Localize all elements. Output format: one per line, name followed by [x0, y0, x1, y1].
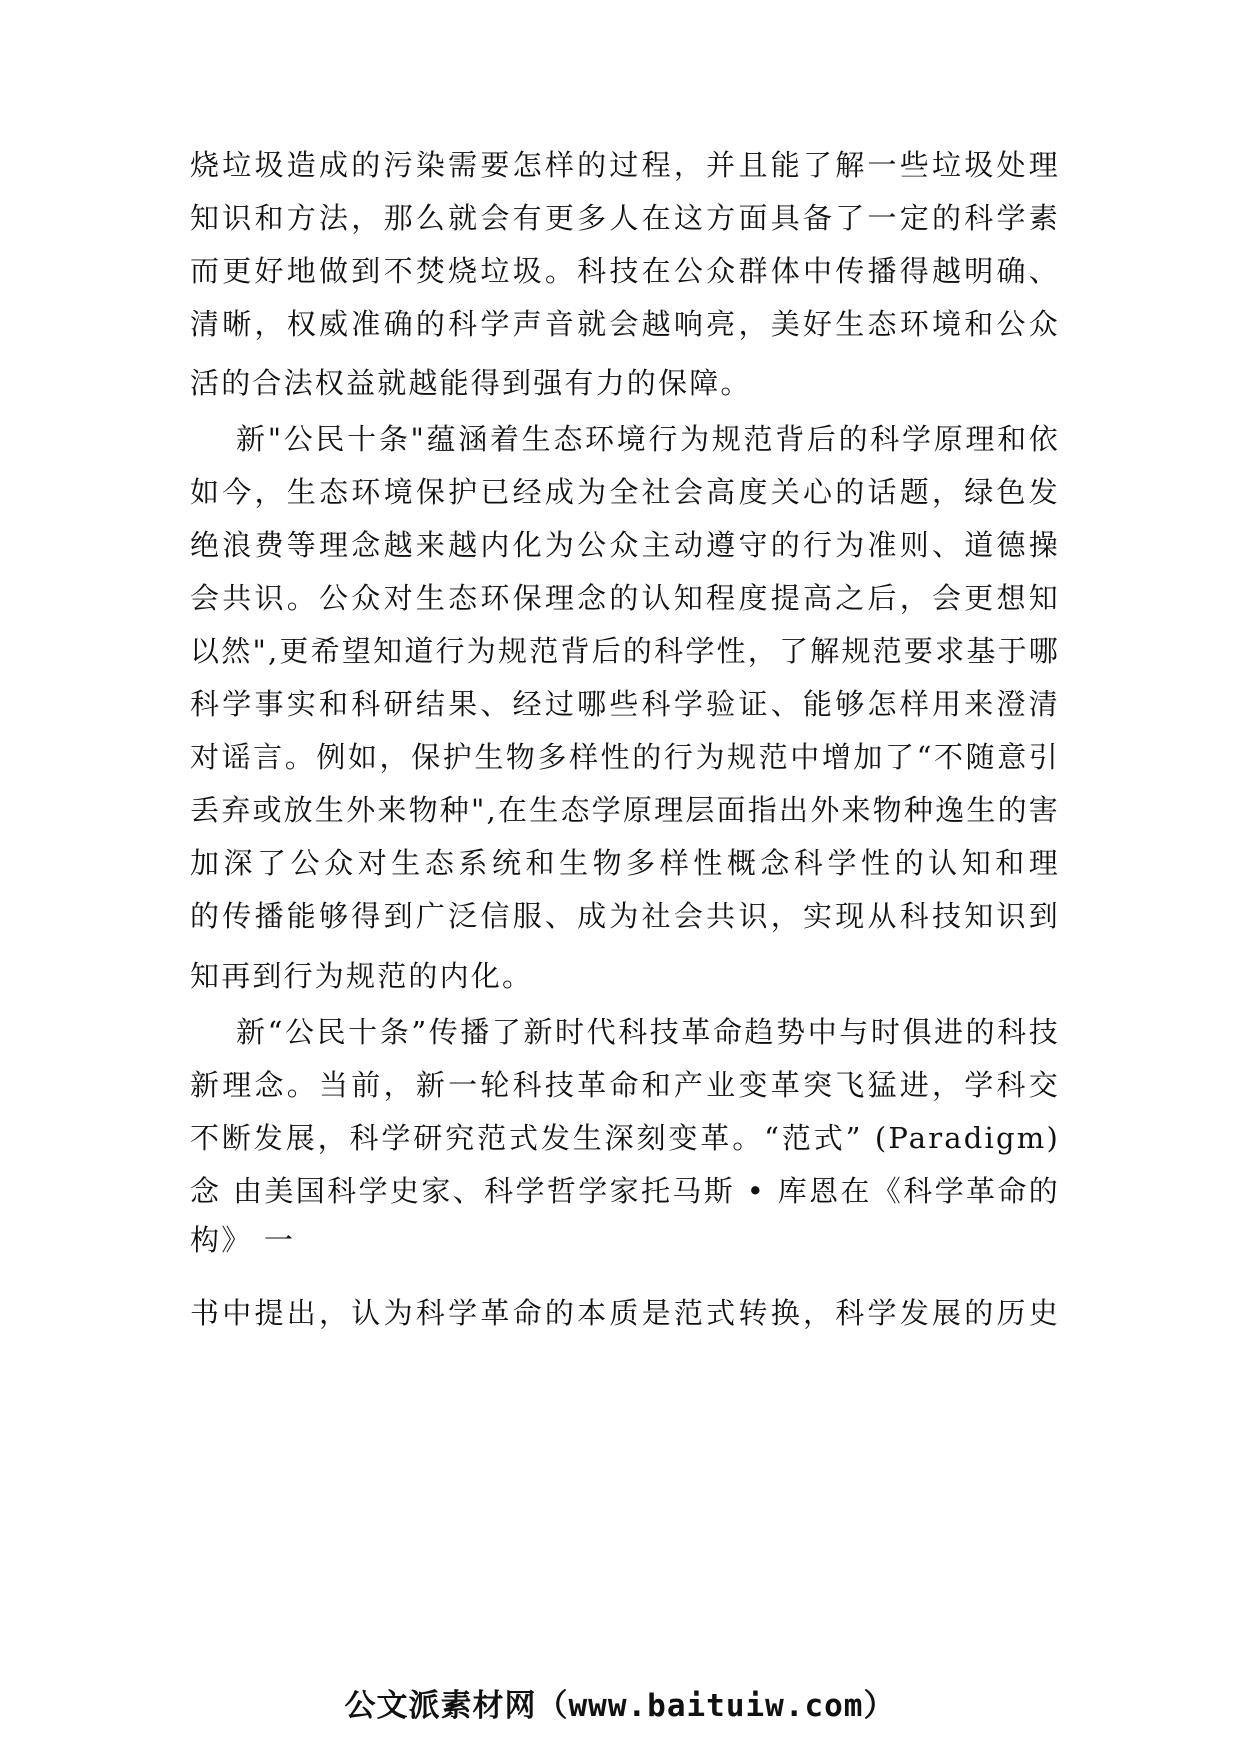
footer-watermark: 公文派素材网（www.baituiw.com）: [344, 1688, 896, 1724]
text-line: 会共识。公众对生态环保理念的认知程度提高之后，会更想知: [190, 581, 1060, 615]
text-line: 知再到行为规范的内化。: [190, 959, 534, 993]
text-line: 清晰，权威准确的科学声音就会越响亮，美好生态环境和公众: [190, 307, 1060, 341]
text-line: 而更好地做到不焚烧垃圾。科技在公众群体中传播得越明确、: [190, 254, 1060, 288]
text-line: 知识和方法，那么就会有更多人在这方面具备了一定的科学素: [190, 201, 1060, 235]
text-line: 丢弃或放生外来物种",在生态学原理层面指出外来物种逸生的害: [190, 793, 1060, 827]
paragraph-first-line: 新“公民十条”传播了新时代科技革命趋势中与时俱进的科技: [236, 1015, 1060, 1049]
text-line: 念 由美国科学史家、科学哲学家托马斯 • 库恩在《科学革命的: [190, 1174, 1060, 1208]
text-line: 科学事实和科研结果、经过哪些科学验证、能够怎样用来澄清: [190, 687, 1060, 721]
text-line: 书中提出，认为科学革命的本质是范式转换，科学发展的历史: [190, 1296, 1060, 1330]
text-line: 如今，生态环境保护已经成为全社会高度关心的话题，绿色发: [190, 475, 1060, 509]
text-line: 烧垃圾造成的污染需要怎样的过程，并且能了解一些垃圾处理: [190, 148, 1060, 182]
paragraph-first-line: 新"公民十条"蕴涵着生态环境行为规范背后的科学原理和依: [236, 422, 1060, 456]
text-line: 新理念。当前，新一轮科技革命和产业变革突飞猛进，学科交: [190, 1068, 1060, 1102]
text-line: 以然",更希望知道行为规范背后的科学性，了解规范要求基于哪: [190, 634, 1060, 668]
text-line: 绝浪费等理念越来越内化为公众主动遵守的行为准则、道德操: [190, 528, 1060, 562]
text-line: 活的合法权益就越能得到强有力的保障。: [190, 366, 752, 400]
text-line: 不断发展，科学研究范式发生深刻变革。“范式” (Paradigm): [190, 1121, 1060, 1155]
text-line: 构》 一: [190, 1223, 296, 1257]
text-line: 加深了公众对生态系统和生物多样性概念科学性的认知和理: [190, 846, 1060, 880]
text-line: 对谣言。例如，保护生物多样性的行为规范中增加了“不随意引: [190, 740, 1060, 774]
text-line: 的传播能够得到广泛信服、成为社会共识，实现从科技知识到: [190, 899, 1060, 933]
